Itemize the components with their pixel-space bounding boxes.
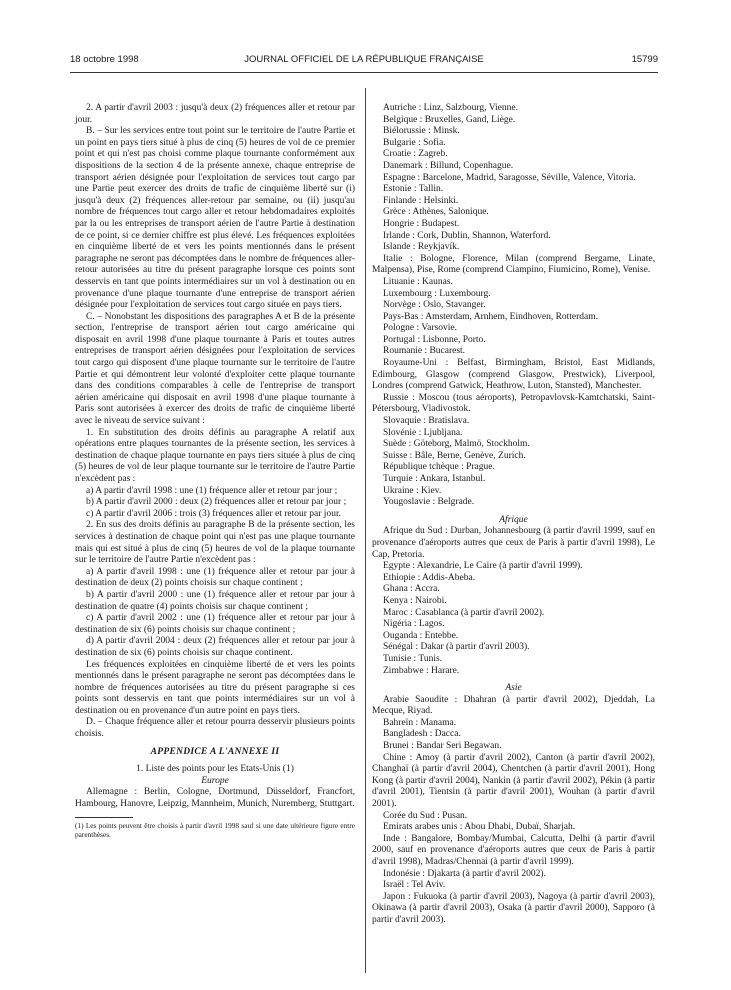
list-item: d) A partir d'avril 2004 : deux (2) fréquences aller et retour par jour à destination de six (6) points choisis sur chaque continent.	[75, 636, 355, 658]
list-item: b) A partir d'avril 2000 : une (1) fréquence aller et retour par jour à destination de quatre (4) points choisis sur chaque continent ;	[75, 589, 355, 612]
list-item: a) A partir d'avril 1998 : une (1) fréquence aller et retour par jour ;	[86, 485, 338, 496]
header-rule	[70, 72, 658, 73]
list-item: Tunisie : Tunis.	[383, 653, 443, 664]
paragraph: 2. A partir d'avril 2003 : jusqu'à deux (2) fréquences aller et retour par jour.	[75, 103, 355, 125]
paragraph-b: B. – Sur les services entre tout point sur le territoire de l'autre Partie et un point en pays tiers situé à plus de cinq (5) heures de vol de ce premier point et qui n'est pas choisi comme plaque tournante conformément aux dispositions de la section 4 de la présente annexe, chaque entreprise de transport aérien désignée pour l'exploitation de services tout cargo par une Partie peut exercer des droits de trafic de cinquième liberté sur (i) jusqu'à deux (2) fréquences aller-retour par semaine, ou (ii) jusqu'au nombre de fréquences tout cargo aller et retour hebdomadaires exploités par la ou les entreprises de transport aérien de l'autre Partie à destination de ce point, si ce dernier chiffre est plus élevé. Les fréquences exploitées en cinquième liberté de et vers les points mentionnés dans le présent paragraphe ne seront pas décomptées dans le nombre de fréquences aller-retour autorisées au titre du présent paragraphe lorsque ces points sont desservis en tant que points intermédiaires sur un vol à destination ou en provenance d'une plaque tournante d'une entreprise de transport aérien désignée pour l'exploitation de services tout cargo située en pays tiers.	[75, 126, 355, 311]
list-item: Corée du Sud : Pusan.	[383, 810, 468, 821]
list-item: Islande : Reykjavík.	[383, 242, 460, 253]
europe-list	[372, 103, 655, 509]
right-column	[372, 103, 655, 927]
list-item: Japon : Fukuoka (à partir d'avril 2003), Nagoya (à partir d'avril 2003), Okinawa (à partir d'avril 2003), Osaka (à partir d'avril 2000), Sapporo (à partir d'avril 2003).	[372, 891, 655, 925]
footnote: (1) Les points peuvent être choisis à partir d'avril 1998 sauf si une date ultérieure figure entre parenthèses.	[75, 820, 355, 839]
list-item: Croatie : Zagreb.	[383, 149, 448, 160]
list-item: Suède : Göteborg, Malmö, Stockholm.	[383, 439, 530, 450]
paragraph: 2. En sus des droits définis au paragraphe B de la présente section, les services à destination de chaque point qui n'est pas une plaque tournante mais qui est situé à plus de cinq (5) heures de vol de la plaque tournante sur le territoire de l'autre Partie n'excèdent pas :	[75, 520, 355, 566]
paragraph-c: C. – Nonobstant les dispositions des paragraphes A et B de la présente section, l'entreprise de transport aérien tout cargo américaine qui disposait en avril 1998 d'une plaque tournante à Paris et toutes autres entreprises de transport aérien désignées pour l'exploitation de services tout cargo qui disposent d'une plaque tournante sur le territoire de l'autre Partie et qui démontrent leur volonté d'exploiter cette plaque tournante dans des conditions comparables à celle de l'entreprise de transport aérien américaine qui disposait en avril 1998 d'une plaque tournante à Paris sont autorisées à exercer des droits de trafic de cinquième liberté avec le niveau de service suivant :	[75, 311, 355, 427]
list-item: Allemagne : Berlin, Cologne, Dortmund, Düsseldorf, Francfort, Hambourg, Hanovre, Leipzig, Mannheim, Munich, Nuremberg, Stuttgart.	[75, 787, 355, 810]
list-item: Maroc : Casablanca (à partir d'avril 2002).	[383, 607, 545, 618]
list-item: Biélorussie : Minsk.	[383, 126, 460, 137]
list-item: c) A partir d'avril 2002 : une (1) fréquence aller et retour par jour à destination de six (6) points choisis sur chaque continent ;	[75, 613, 355, 635]
appendix-title: APPENDICE A L'ANNEXE II	[150, 746, 280, 757]
list-item: Irlande : Cork, Dublin, Shannon, Waterford.	[383, 230, 551, 241]
list-item: Inde : Bangalore, Bombay/Mumbai, Calcutta, Delhi (à partir d'avril 2000, sauf en provenance d'aéroports autres que ceux de Paris à partir d'avril 1998), Madras/Chennai (à partir d'avril 1999).	[372, 833, 655, 867]
list-item: Grèce : Athènes, Salonique.	[383, 207, 489, 218]
list-item: Afrique du Sud : Durban, Johannesbourg (à partir d'avril 1999, sauf en provenance d'aéroports autres que ceux de Paris à partir d'avril 1998), Le Cap, Pretoria.	[372, 526, 655, 560]
list-item: Royaume-Uni : Belfast, Birmingham, Bristol, East Midlands, Edimbourg, Glasgow (comprend Glasgow, Prestwick), Liverpool, Londres (comprend Gatwick, Heathrow, Luton, Stansted), Manchester.	[372, 358, 655, 392]
list-item: a) A partir d'avril 1998 : une (1) fréquence aller et retour par jour à destination de deux (2) points choisis sur chaque continent ;	[75, 566, 355, 589]
left-column	[75, 103, 355, 839]
list-item: Indonésie : Djakarta (à partir d'avril 2002).	[383, 868, 546, 879]
asie-list	[372, 695, 655, 927]
header-date: 18 octobre 1998	[70, 54, 139, 65]
list-item: Ukraine : Kiev.	[383, 485, 442, 496]
list-item: Autriche : Linz, Salzbourg, Vienne.	[383, 103, 518, 113]
list-item: Slovénie : Ljubljana.	[383, 427, 463, 438]
list-item: Roumanie : Bucarest.	[383, 346, 466, 357]
list-item: Danemark : Billund, Copenhague.	[383, 160, 514, 171]
list-item: Lituanie : Kaunas.	[383, 276, 453, 287]
paragraph: Les fréquences exploitées en cinquième liberté de et vers les points mentionnés dans le présent paragraphe ne seront pas décomptées dans le nombre de fréquences autorisées au titre du présent paragraphe si ces points sont desservis en tant que points intermédiaires sur un vol à destination ou en provenance d'un autre point en pays tiers.	[75, 659, 355, 716]
list-item: République tchèque : Prague.	[383, 462, 495, 473]
list-item: Ethiopie : Addis-Abeba.	[383, 572, 476, 583]
list-item: Russie : Moscou (tous aéroports), Petropavlovsk-Kamtchatski, Saint-Pétersbourg, Vladivostok.	[372, 392, 655, 415]
list-item: Slovaquie : Bratislava.	[383, 416, 470, 427]
list-item: Israël : Tel Aviv.	[383, 880, 446, 891]
page-header	[70, 54, 658, 68]
list-item: Chine : Amoy (à partir d'avril 2002), Canton (à partir d'avril 2002), Changhaï (à partir d'avril 2004), Chentchen (à partir d'avril 2001), Hong Kong (à partir d'avril 2004), Nankin (à partir d'avril 2002), Pékin (à partir d'avril 2001), Tientsin (à partir d'avril 2001), Wouhan (à partir d'avril 2001).	[372, 752, 655, 810]
list-item: Egypte : Alexandrie, Le Caire (à partir d'avril 1999).	[383, 561, 583, 572]
paragraph: 1. En substitution des droits définis au paragraphe A relatif aux opérations entre plaques tournantes de la présente section, les services à destination de chaque plaque tournante en pays tiers située à plus de cinq (5) heures de vol de leur plaque tournante sur le territoire de l'autre Partie n'excèdent pas :	[75, 427, 355, 484]
list-item: Yougoslavie : Belgrade.	[383, 497, 475, 508]
list-item: Estonie : Tallin.	[383, 184, 444, 195]
header-journal-title: JOURNAL OFFICIEL DE LA RÉPUBLIQUE FRANÇAISE	[244, 54, 484, 65]
list-item: Espagne : Barcelone, Madrid, Saragosse, Séville, Valence, Vitoria.	[383, 172, 636, 183]
list-item: Luxembourg : Luxembourg.	[383, 288, 491, 299]
list-item: Zimbabwe : Harare.	[383, 665, 460, 676]
paragraph-d: D. – Chaque fréquence aller et retour pourra desservir plusieurs points choisis.	[75, 717, 355, 740]
footnote-rule	[75, 817, 133, 818]
afrique-list	[372, 526, 655, 677]
list-item: Italie : Bologne, Florence, Milan (comprend Bergame, Linate, Malpensa), Pise, Rome (comprend Ciampino, Fiumicino, Rome), Venise.	[372, 253, 655, 276]
header-page-number: 15799	[631, 54, 658, 65]
list-title: 1. Liste des points pour les Etats-Unis (1)	[136, 764, 294, 775]
section-heading-afrique: Afrique	[499, 514, 528, 525]
list-item: Sénégal : Dakar (à partir d'avril 2003).	[383, 642, 530, 653]
list-item: Brunei : Bandar Seri Begawan.	[383, 741, 502, 752]
list-item: c) A partir d'avril 2006 : trois (3) fréquences aller et retour par jour.	[86, 508, 341, 519]
list-item: Hongrie : Budapest.	[383, 218, 460, 229]
section-heading-europe: Europe	[201, 775, 229, 786]
list-item: Ghana : Accra.	[383, 584, 440, 595]
list-item: Kenya : Nairobi.	[383, 595, 447, 606]
list-item: Finlande : Helsinki.	[383, 195, 459, 206]
list-item: Bangladesh : Dacca.	[383, 729, 461, 740]
list-item: Bahreïn : Manama.	[383, 717, 457, 728]
list-item: Norvège : Oslo, Stavanger.	[383, 300, 486, 311]
list-item: Pologne : Varsovie.	[383, 323, 457, 334]
list-item: Portugal : Lisbonne, Porto.	[383, 334, 486, 345]
list-item: Bulgarie : Sofia.	[383, 137, 446, 148]
list-item: Suisse : Bâle, Berne, Genève, Zurich.	[383, 450, 526, 461]
list-item: Belgique : Bruxelles, Gand, Liège.	[383, 114, 516, 125]
list-item: Pays-Bas : Amsterdam, Arnhem, Eindhoven, Rotterdam.	[383, 311, 599, 322]
list-item: Arabie Saoudite : Dhahran (à partir d'avril 2002), Djeddah, La Mecque, Riyad.	[372, 694, 655, 717]
list-item: Turquie : Ankara, Istanbul.	[383, 474, 486, 484]
list-item: b) A partir d'avril 2000 : deux (2) fréquences aller et retour par jour ;	[86, 497, 347, 508]
section-heading-asie: Asie	[505, 683, 522, 694]
list-item: Emirats arabes unis : Abou Dhabi, Dubaï, Sharjah.	[383, 822, 576, 833]
list-item: Nigéria : Lagos.	[383, 619, 445, 630]
column-divider	[365, 88, 366, 973]
list-item: Ouganda : Entebbe.	[383, 630, 459, 641]
